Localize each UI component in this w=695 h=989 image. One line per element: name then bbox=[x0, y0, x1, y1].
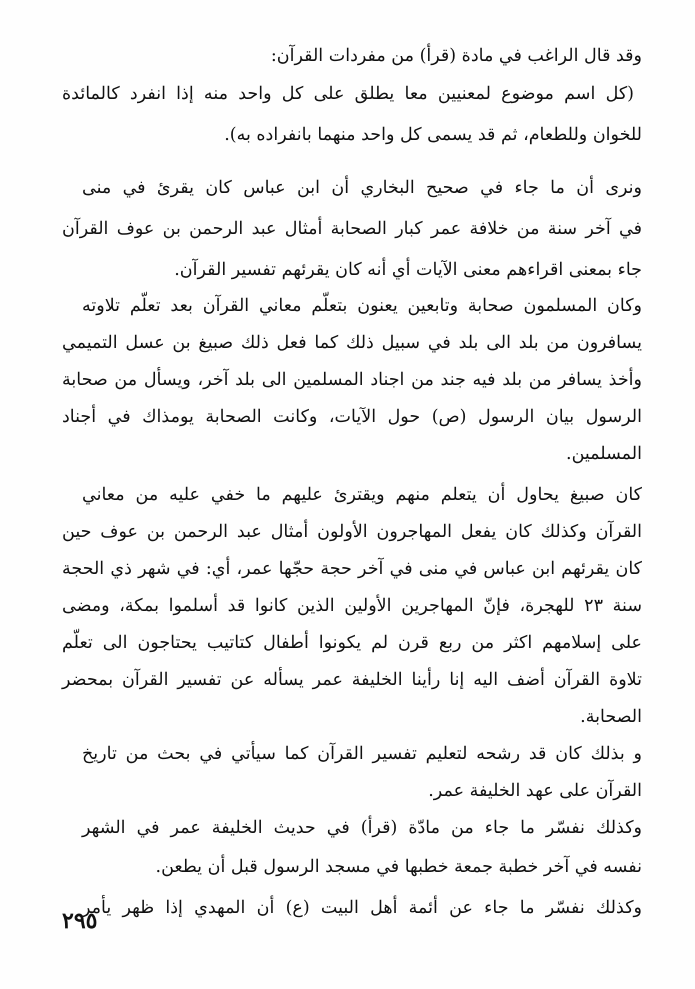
text-line: سنة ٢٣ للهجرة، فإنّ المهاجرين الأولين الذين كانوا قد أسلموا بمكة، ومضى bbox=[62, 596, 642, 616]
text-line: ونرى أن ما جاء في صحيح البخاري أن ابن عباس كان يقرئ في منى bbox=[82, 178, 642, 198]
text-line: كان صبيغ يحاول أن يتعلم منهم ويقترئ عليهم ما خفي عليه من معاني bbox=[82, 485, 642, 505]
text-line: الرسول بيان الرسول (ص) حول الآيات، وكانت الصحابة يومذاك في أجناد bbox=[62, 407, 642, 427]
text-line: للخوان وللطعام، ثم قد يسمى كل واحد منهما بانفراده به). bbox=[224, 125, 642, 145]
text-line: وأخذ يسافر من بلد فيه جند من اجناد المسلمين الى بلد آخر، ويسأل من صحابة bbox=[62, 370, 642, 390]
text-line: وقد قال الراغب في مادة (قرأ) من مفردات القرآن: bbox=[270, 46, 642, 66]
text-line: القرآن وكذلك كان يفعل المهاجرون الأولون أمثال عبد الرحمن بن عوف حين bbox=[62, 522, 642, 542]
page-number: ٢٩٥ bbox=[62, 908, 98, 934]
text-line: في آخر سنة من خلافة عمر كبار الصحابة أمثال عبد الرحمن بن عوف القرآن bbox=[62, 219, 642, 239]
text-line: جاء بمعنى اقراءهم معنى الآيات أي أنه كان يقرئهم تفسير القرآن. bbox=[174, 260, 642, 280]
text-line: القرآن على عهد الخليفة عمر. bbox=[428, 781, 642, 801]
text-line: وكذلك نفسّر ما جاء من مادّة (قرأ) في حديث الخليفة عمر في الشهر bbox=[82, 818, 642, 838]
text-line: يسافرون من بلد الى بلد في سبيل ذلك كما فعل ذلك صبيغ بن عسل التميمي bbox=[62, 333, 642, 353]
text-line: الصحابة. bbox=[580, 707, 642, 727]
text-line: كان يقرئهم ابن عباس في منى في آخر حجة حجّها عمر، أي: في شهر ذي الحجة bbox=[62, 559, 642, 579]
text-line: وكذلك نفسّر ما جاء عن أئمة أهل البيت (ع) أن المهدي إذا ظهر يأمر bbox=[82, 898, 642, 918]
text-line: و بذلك كان قد رشحه لتعليم تفسير القرآن كما سيأتي في بحث من تاريخ bbox=[82, 744, 642, 764]
text-line: المسلمين. bbox=[566, 444, 642, 464]
text-line: تلاوة القرآن أضف اليه إنا رأينا الخليفة عمر يسأله عن تفسير القرآن بمحضر bbox=[62, 670, 642, 690]
text-line: على إسلامهم اكثر من ربع قرن لم يكونوا أطفال كتاتيب يحتاجون الى تعلّم bbox=[62, 633, 642, 653]
text-line: نفسه في آخر خطبة جمعة خطبها في مسجد الرسول قبل أن يطعن. bbox=[155, 857, 642, 877]
text-line: (كل اسم موضوع لمعنيين معا يطلق على كل واحد منه إذا انفرد كالمائدة bbox=[62, 84, 634, 104]
text-line: وكان المسلمون صحابة وتابعين يعنون بتعلّم معاني القرآن بعد تعلّم تلاوته bbox=[82, 296, 642, 316]
